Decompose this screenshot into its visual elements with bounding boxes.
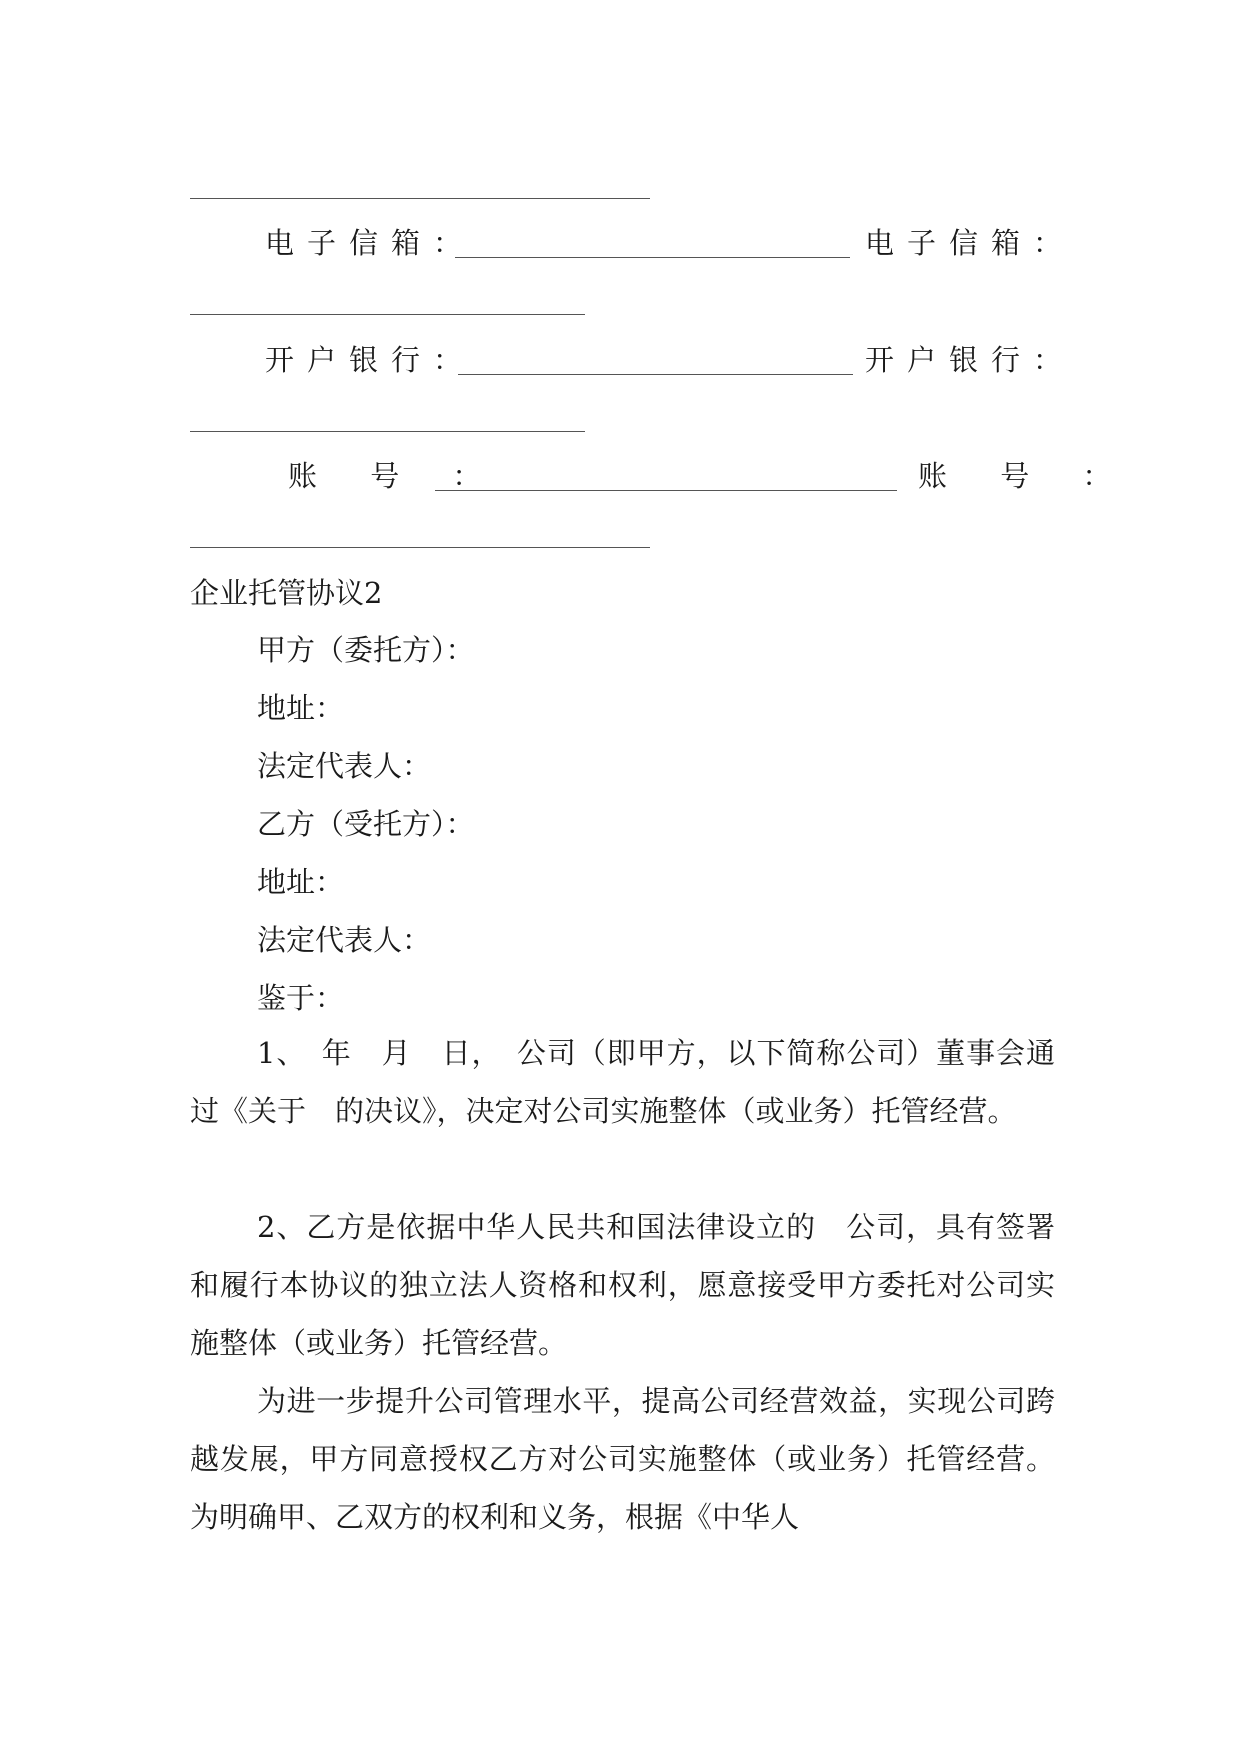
party-b-address-label: 地址： (257, 865, 345, 899)
bank-blank-party-b (190, 431, 585, 432)
bank-label-party-a: 开户银行： (265, 343, 476, 377)
email-label-party-a: 电子信箱： (265, 226, 476, 260)
account-blank-party-a (435, 490, 897, 491)
email-blank-party-b (190, 314, 585, 315)
party-a-address-label: 地址： (257, 691, 345, 725)
bank-blank-party-a (458, 374, 853, 375)
email-label-party-b: 电子信箱： (865, 226, 1076, 260)
account-label-party-b: 账 号 ： (918, 459, 1134, 493)
account-blank-party-b (190, 547, 650, 548)
party-a-label: 甲方（委托方）： (257, 633, 475, 667)
party-b-label: 乙方（受托方）： (257, 807, 475, 841)
clause-2-paragraph: 2、乙方是依据中华人民共和国法律设立的 公司，具有签署和履行本协议的独立法人资格和权利，愿意接受甲方委托对公司实施整体（或业务）托管经营。 (190, 1210, 1055, 1360)
purpose-paragraph: 为进一步提升公司管理水平，提高公司经营效益，实现公司跨越发展，甲方同意授权乙方对公司实施整体（或业务）托管经营。为明确甲、乙双方的权利和义务，根据《中华人 (190, 1384, 1055, 1534)
bank-label-party-b: 开户银行： (865, 343, 1076, 377)
party-a-representative-label: 法定代表人： (257, 749, 432, 783)
party-b-representative-label: 法定代表人： (257, 923, 432, 957)
clause-1-paragraph: 1、 年 月 日， 公司（即甲方，以下简称公司）董事会通过《关于 的决议》，决定对公司实施整体（或业务）托管经营。 (190, 1036, 1055, 1128)
account-label-party-a: 账 号 ： (288, 459, 504, 493)
blank-line (190, 198, 650, 199)
agreement-title: 企业托管协议2 (190, 576, 383, 610)
email-blank-party-a (455, 257, 850, 258)
whereas-label: 鉴于： (257, 981, 345, 1015)
